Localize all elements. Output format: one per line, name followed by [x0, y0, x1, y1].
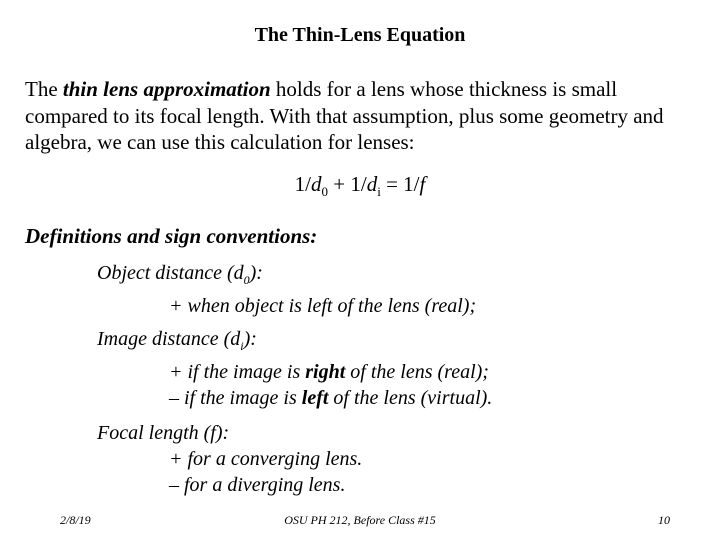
thin-lens-equation: [0, 172, 720, 200]
convention-text: of the lens (virtual).: [328, 387, 493, 409]
label-text: Object distance (d: [97, 262, 244, 284]
focal-length-convention-converging: + for a converging lens.: [169, 448, 363, 470]
footer-date: 2/8/19: [60, 513, 91, 527]
equation-var-f: f: [419, 172, 426, 196]
convention-text: of the lens (real);: [345, 361, 489, 383]
definitions-heading: Definitions and sign conventions:: [25, 224, 318, 248]
footer-page-number: 10: [658, 513, 670, 527]
convention-emphasis: right: [305, 361, 346, 383]
equation-part: 1/: [294, 172, 311, 196]
equation-var-di: d: [366, 172, 378, 196]
intro-lead: The: [25, 77, 63, 101]
image-distance-convention-real: [97, 359, 492, 385]
equation-var-d0: d: [311, 172, 322, 196]
label-text: Image distance (d: [97, 328, 241, 350]
intro-paragraph: [25, 76, 695, 156]
equation-sub-i: i: [377, 184, 381, 200]
equation-part: = 1/: [380, 172, 420, 196]
image-distance-convention-virtual: [97, 385, 492, 411]
object-distance-definition: [97, 260, 476, 319]
object-distance-convention: + when object is left of the lens (real);: [169, 295, 477, 317]
label-sub: i: [240, 339, 244, 353]
focal-length-convention-diverging: – for a diverging lens.: [169, 474, 346, 496]
footer-course: OSU PH 212, Before Class #15: [284, 513, 436, 527]
object-distance-label: [97, 260, 476, 293]
equation-part: + 1/: [328, 172, 367, 196]
slide-title: The Thin-Lens Equation: [254, 24, 466, 46]
label-text: ):: [249, 262, 263, 284]
focal-length-label: Focal length (f):: [97, 422, 230, 444]
convention-text: + if the image is: [169, 361, 306, 383]
intro-term: thin lens approximation: [62, 77, 271, 101]
image-distance-label: [97, 326, 492, 359]
image-distance-definition: [97, 326, 492, 411]
equation-sub-0: 0: [321, 184, 328, 200]
label-sub: 0: [243, 273, 250, 287]
focal-length-definition: [97, 420, 362, 498]
intro-rest: holds for a lens whose thickness is small compared to its focal length. With that assumption, plus some geometry and algebra, we can use this calculation for lenses:: [25, 77, 664, 154]
convention-text: – if the image is: [169, 387, 302, 409]
convention-emphasis: left: [301, 387, 329, 409]
label-text: ):: [243, 328, 257, 350]
